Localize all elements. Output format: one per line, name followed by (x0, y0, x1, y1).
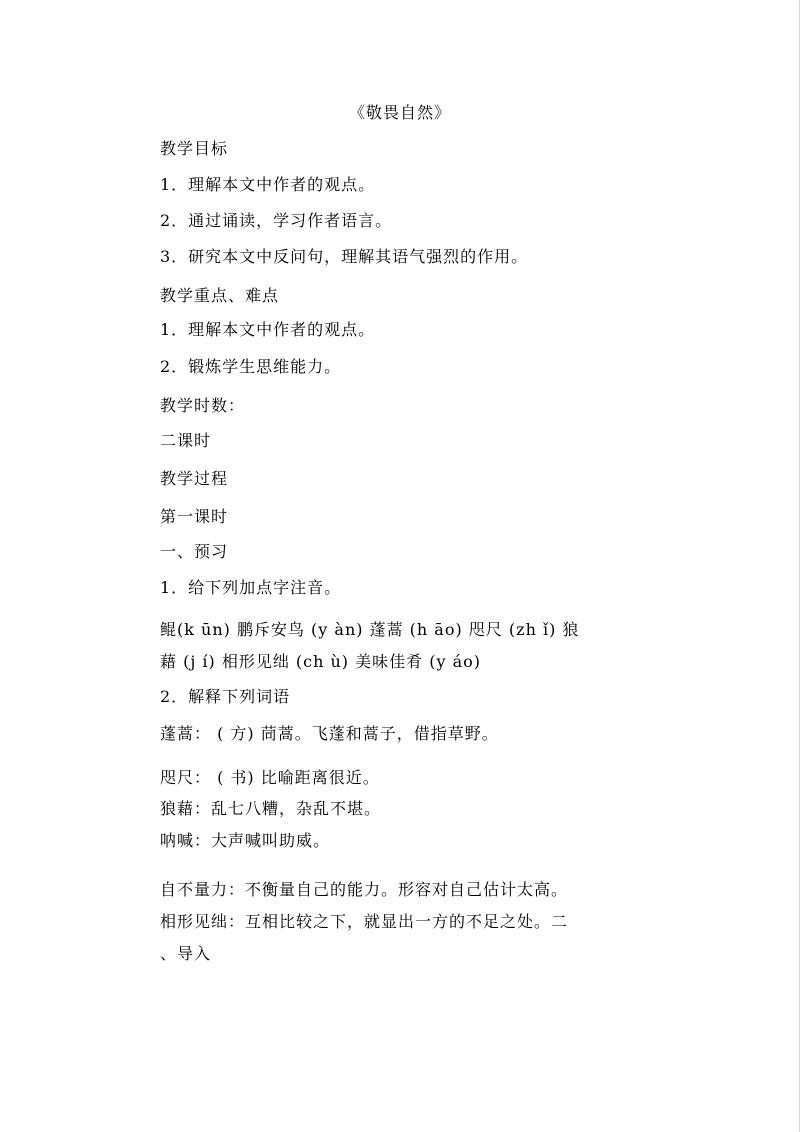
heading-teaching-goals: 教学目标 (160, 139, 229, 158)
definition-xiangxingjianchu: 相形见绌：互相比较之下，就显出一方的不足之处。二 (160, 912, 569, 931)
document-title: 《敬畏自然》 (348, 103, 451, 122)
section-preview: 一、预习 (160, 542, 229, 561)
preview-task-1: 1．给下列加点字注音。 (160, 578, 342, 597)
key-point-1: 1．理解本文中作者的观点。 (160, 320, 376, 339)
definition-penghao: 蓬蒿： ( 方) 茼蒿。飞蓬和蒿子，借指草野。 (160, 724, 499, 743)
heading-first-class: 第一课时 (160, 507, 229, 526)
heading-class-hours: 教学时数： (160, 396, 246, 415)
definition-langji: 狼藉：乱七八糟，杂乱不堪。 (160, 799, 382, 818)
goal-item-1: 1．理解本文中作者的观点。 (160, 175, 376, 194)
section-introduction: 、导入 (160, 944, 212, 963)
goal-item-3: 3．研究本文中反问句，理解其语气强烈的作用。 (160, 247, 529, 266)
class-hours-value: 二课时 (160, 431, 212, 450)
goal-item-2: 2．通过诵读，学习作者语言。 (160, 211, 393, 230)
key-point-2: 2．锻炼学生思维能力。 (160, 357, 342, 376)
preview-task-2: 2．解释下列词语 (160, 687, 291, 706)
definition-nahan: 呐喊：大声喊叫助威。 (160, 831, 331, 850)
heading-teaching-process: 教学过程 (160, 469, 229, 488)
heading-key-points: 教学重点、难点 (160, 286, 280, 305)
definition-zibuliangli: 自不量力：不衡量自己的能力。形容对自己估计太高。 (160, 880, 569, 899)
pinyin-line-2: 藉 (j í) 相形见绌 (ch ù) 美味佳肴 (y áo) (160, 652, 482, 671)
pinyin-line-1: 鲲(k ūn) 鹏斥安鸟 (y àn) 蓬蒿 (h āo) 咫尺 (zh ǐ) 狼 (160, 620, 580, 639)
definition-zhichi: 咫尺： ( 书) 比喻距离很近。 (160, 768, 380, 787)
